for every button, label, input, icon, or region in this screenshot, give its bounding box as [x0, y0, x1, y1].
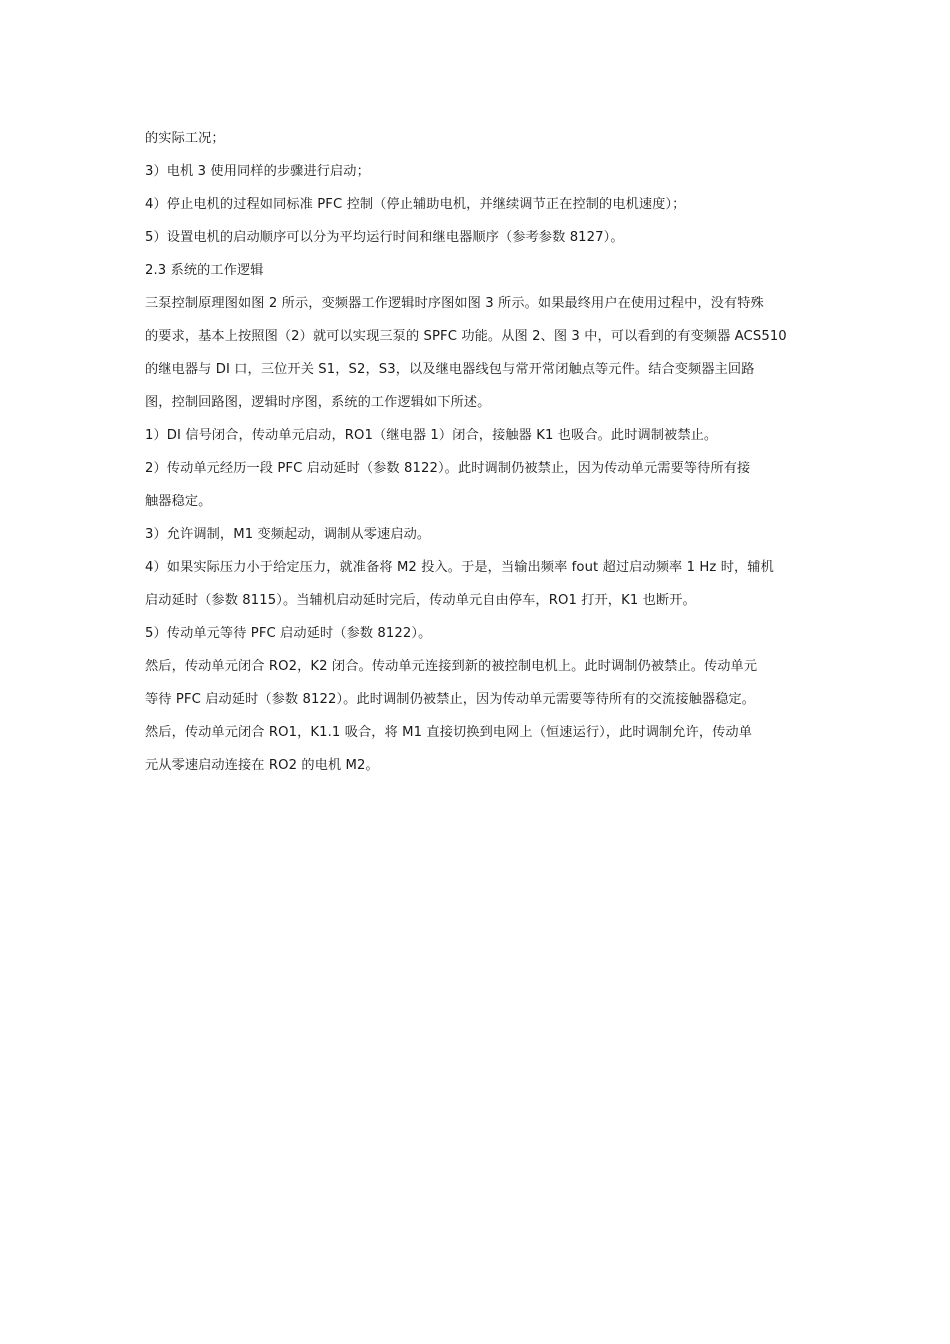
text-line: 3）电机 3 使用同样的步骤进行启动； [145, 164, 370, 179]
text-line: 的要求，基本上按照图（2）就可以实现三泵的 SPFC 功能。从图 2、图 3 中，可以看到的有变频器 ACS510 [145, 329, 787, 344]
text-line: 1）DI 信号闭合，传动单元启动，RO1（继电器 1）闭合，接触器 K1 也吸合。此时调制被禁止。 [145, 428, 718, 443]
text-line: 元从零速启动连接在 RO2 的电机 M2。 [145, 758, 379, 773]
text-line: 然后，传动单元闭合 RO1，K1.1 吸合，将 M1 直接切换到电网上（恒速运行），此时调制允许，传动单 [145, 725, 752, 740]
text-line: 的继电器与 DI 口，三位开关 S1，S2，S3，以及继电器线包与常开常闭触点等元件。结合变频器主回路 [145, 362, 755, 377]
text-line: 5）设置电机的启动顺序可以分为平均运行时间和继电器顺序（参考参数 8127）。 [145, 230, 624, 245]
text-line: 2）传动单元经历一段 PFC 启动延时（参数 8122）。此时调制仍被禁止，因为传动单元需要等待所有接 [145, 461, 751, 476]
text-line: 启动延时（参数 8115）。当辅机启动延时完后，传动单元自由停车，RO1 打开，K1 也断开。 [145, 593, 696, 608]
text-line: 4）停止电机的过程如同标准 PFC 控制（停止辅助电机，并继续调节正在控制的电机速度）； [145, 197, 686, 212]
text-line: 然后，传动单元闭合 RO2，K2 闭合。传动单元连接到新的被控制电机上。此时调制仍被禁止。传动单元 [145, 659, 758, 674]
text-line: 4）如果实际压力小于给定压力，就准备将 M2 投入。于是，当输出频率 fout 超过启动频率 1 Hz 时，辅机 [145, 560, 774, 575]
text-line: 的实际工况； [145, 131, 225, 146]
text-line: 三泵控制原理图如图 2 所示，变频器工作逻辑时序图如图 3 所示。如果最终用户在使用过程中，没有特殊 [145, 296, 764, 311]
text-line: 触器稳定。 [145, 494, 212, 509]
text-line: 3）允许调制，M1 变频起动，调制从零速启动。 [145, 527, 431, 542]
section-heading: 2.3 系统的工作逻辑 [145, 263, 264, 278]
text-line: 等待 PFC 启动延时（参数 8122）。此时调制仍被禁止，因为传动单元需要等待所有的交流接触器稳定。 [145, 692, 756, 707]
document-body [145, 128, 810, 777]
text-line: 图，控制回路图，逻辑时序图，系统的工作逻辑如下所述。 [145, 395, 491, 410]
text-line: 5）传动单元等待 PFC 启动延时（参数 8122）。 [145, 626, 432, 641]
